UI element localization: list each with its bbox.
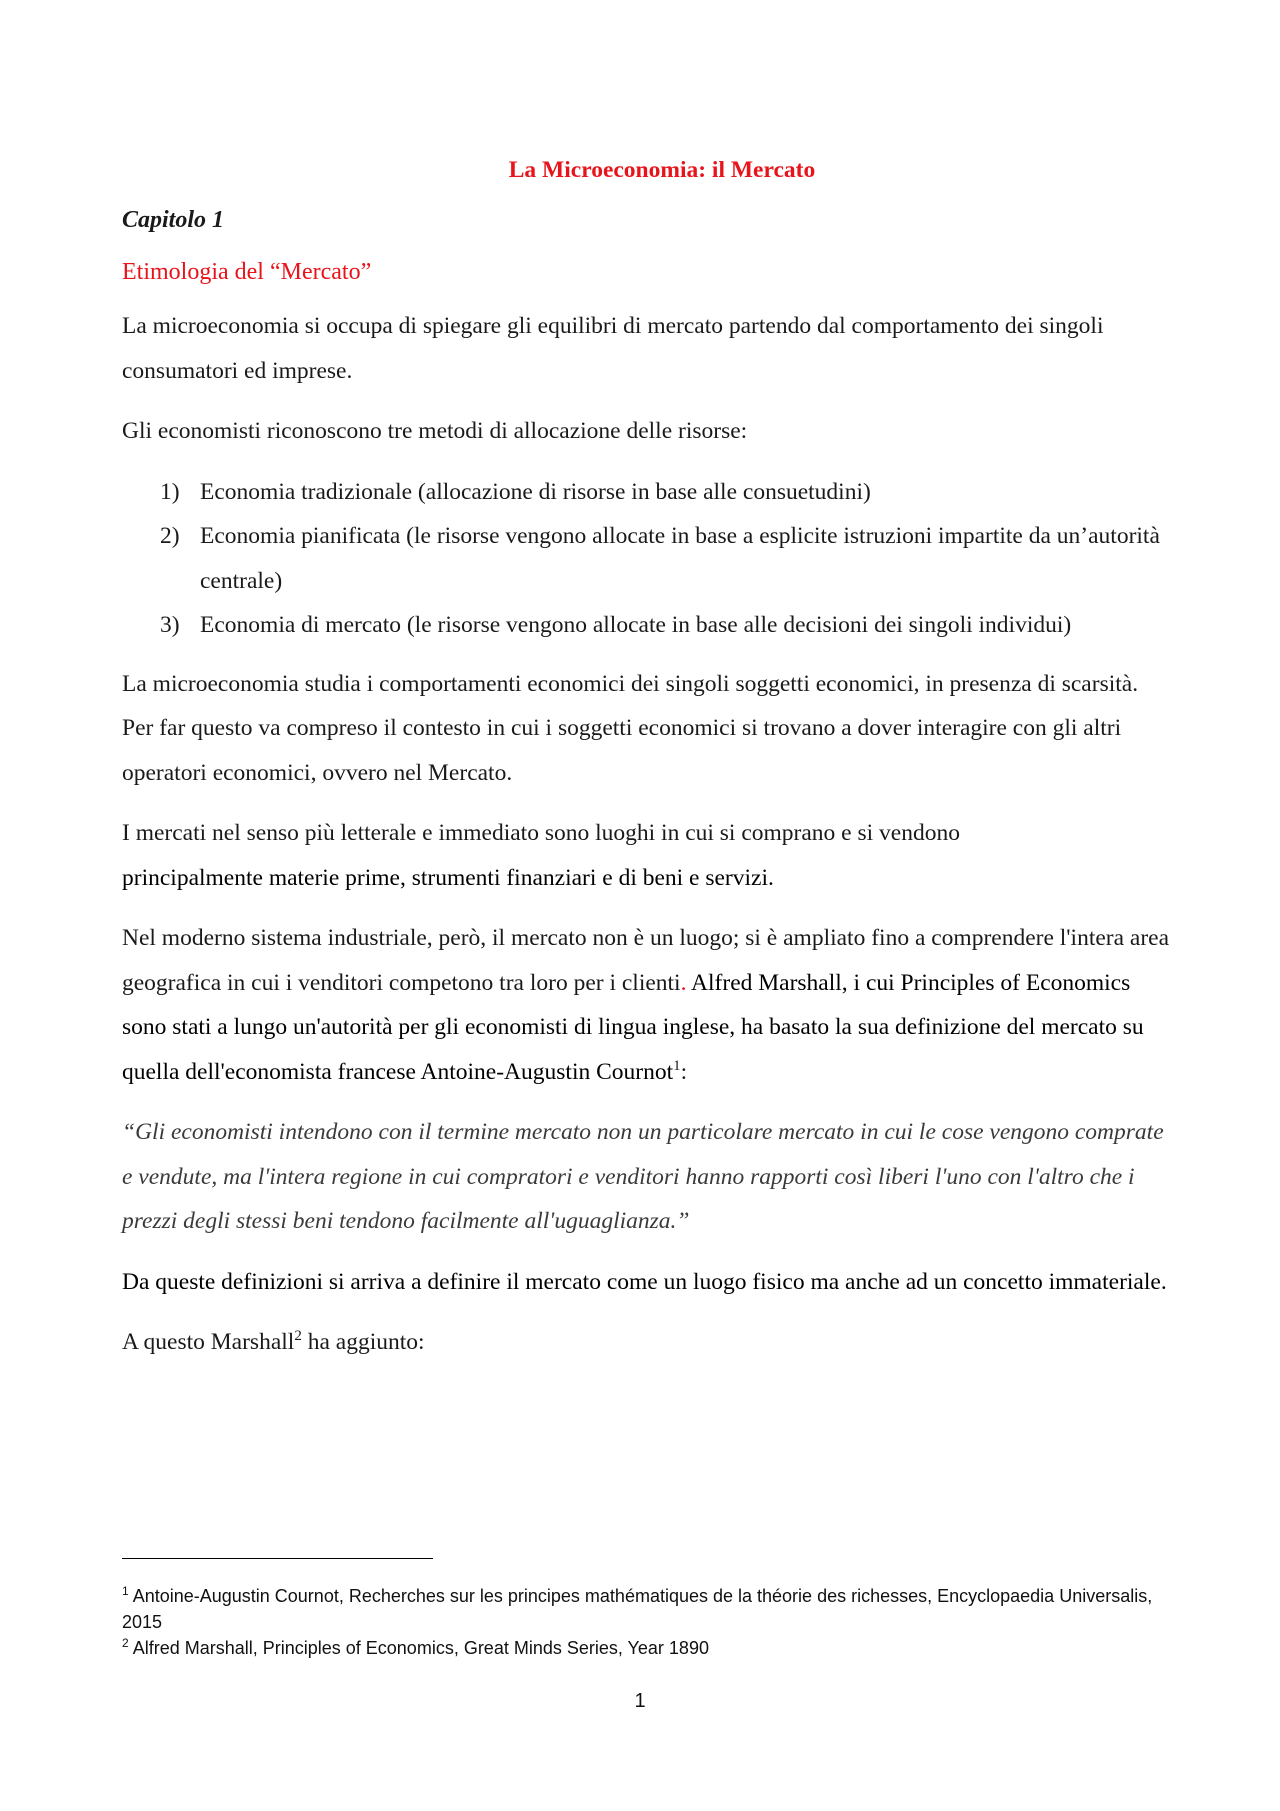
paragraph-markets-literal-b: principalmente materie prime, strumenti finanziari e di beni e servizi.: [122, 864, 774, 891]
list-item-text: Economia pianificata (le risorse vengono allocate in base a esplicite istruzioni impartite da un’autorità centrale): [200, 523, 1160, 594]
paragraph-marshall-added: [122, 1320, 1172, 1365]
paragraph-marshall-added-b: ha aggiunto:: [301, 1329, 425, 1355]
paragraph-intro: La microeconomia si occupa di spiegare gli equilibri di mercato partendo dal comportamento dei singoli consumatori ed imprese.: [122, 313, 1104, 384]
footnote-number: 1: [122, 1584, 129, 1598]
paragraph-modern-system-b: Alfred Marshall, i cui Principles of Economics sono stati a lungo un'autorità per gli economisti di lingua inglese, ha basato la sua definizione del mercato su quella dell'economista francese Antoine-Augustin Cournot: [122, 969, 1144, 1085]
red-period: .: [680, 969, 687, 996]
section-heading: Etimologia del “Mercato”: [122, 259, 372, 285]
paragraph-modern-system-end: :: [680, 1058, 688, 1085]
footnote-text: Antoine-Augustin Cournot, Recherches sur les principes mathématiques de la théorie des richesses, Encyclopaedia Universalis, 2015: [122, 1586, 1153, 1632]
paragraph-markets-literal-a: I mercati nel senso più letterale e immediato sono luoghi in cui si comprano e si vendono: [122, 820, 960, 846]
list-item-number: 1): [160, 478, 180, 505]
paragraph-definitions: Da queste definizioni si arriva a definire il mercato come un luogo fisico ma anche ad un concetto immateriale.: [122, 1268, 1167, 1295]
paragraph-microeconomics-study: La microeconomia studia i comportamenti economici dei singoli soggetti economici, in presenza di scarsità. Per far questo va compreso il contesto in cui i soggetti economici si trovano a dover interagire con gli altri operatori economici, ovvero nel Mercato.: [122, 670, 1139, 786]
allocation-methods-list: [122, 470, 1172, 648]
list-item: [122, 514, 1172, 603]
list-item-number: 3): [160, 612, 180, 638]
chapter-heading: Capitolo 1: [122, 207, 225, 233]
cournot-quote: “Gli economisti intendono con il termine mercato non un particolare mercato in cui le cose vengono comprate e vendute, ma l'intera regione in cui compratori e venditori hanno rapporti così liberi l'uno con l'altro che i prezzi degli stessi beni tendono facilmente all'uguaglianza.”: [122, 1119, 1164, 1234]
footnote-ref-1[interactable]: 1: [673, 1057, 681, 1074]
list-item-text: Economia di mercato (le risorse vengono allocate in base alle decisioni dei singoli individui): [200, 612, 1072, 638]
footnote-2: [122, 1635, 1172, 1661]
list-item-text: Economia tradizionale (allocazione di risorse in base alle consuetudini): [200, 478, 871, 505]
list-item: [122, 470, 1172, 515]
paragraph-markets-literal: [122, 811, 1172, 900]
page-content: [122, 152, 1172, 1381]
footnote-separator: [122, 1558, 433, 1559]
page-number: 1: [634, 1690, 646, 1712]
paragraph-modern-system: [122, 916, 1172, 1094]
footnote-ref-2[interactable]: 2: [294, 1328, 302, 1345]
paragraph-modern-system-a: Nel moderno sistema industriale, però, il mercato non è un luogo; si è ampliato fino a comprendere l'intera area geografica in cui i venditori competono tra loro per i clienti: [122, 925, 1170, 996]
footnotes: [122, 1583, 1172, 1661]
paragraph-marshall-added-a: A questo Marshall: [122, 1329, 295, 1355]
list-item-number: 2): [160, 523, 180, 549]
list-item: [122, 603, 1172, 648]
paragraph-methods-intro: Gli economisti riconoscono tre metodi di allocazione delle risorse:: [122, 418, 748, 444]
footnote-number: 2: [122, 1636, 129, 1650]
footnote-1: [122, 1583, 1172, 1635]
footnote-text: Alfred Marshall, Principles of Economics, Great Minds Series, Year 1890: [128, 1638, 709, 1658]
document-title: La Microeconomia: il Mercato: [508, 157, 816, 183]
